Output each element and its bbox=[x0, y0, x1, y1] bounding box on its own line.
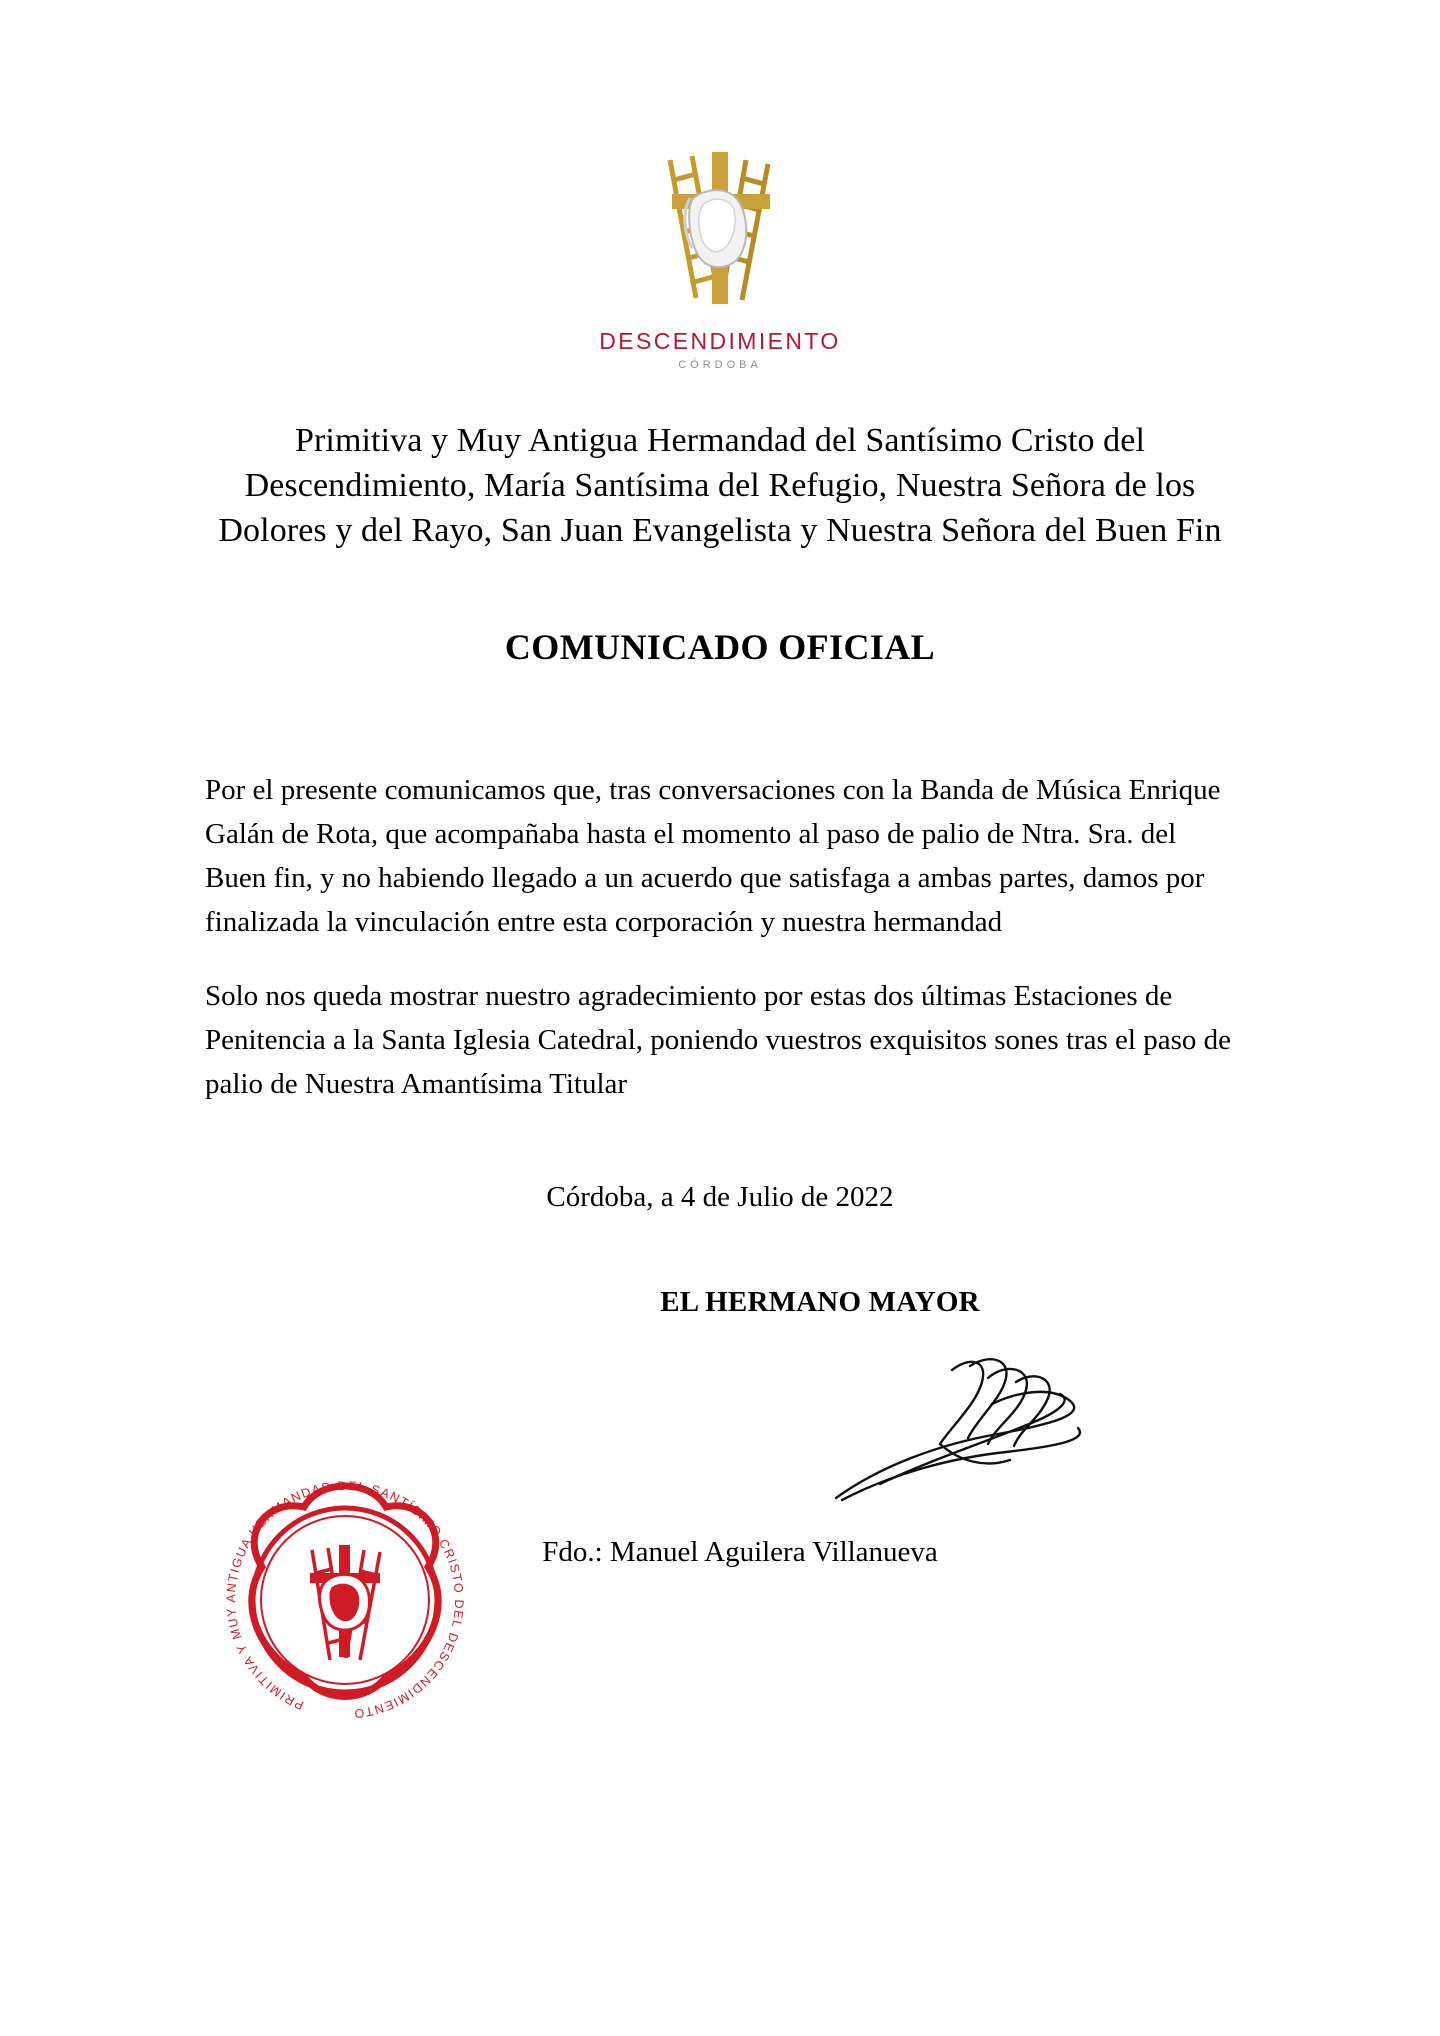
body-paragraph: Por el presente comunicamos que, tras conversaciones con la Banda de Música Enrique Galán de Rota, que acompañaba hasta el momento al paso de palio de Ntra. Sra. del Buen fin, y no habiendo llegado a un acuerdo que satisfaga a ambas partes, damos por finalizada la vinculación entre esta corporación y nuestra hermandad bbox=[205, 773, 1221, 938]
brotherhood-title: Primitiva y Muy Antigua Hermandad del Santísimo Cristo del Descendimiento, María Santísima del Refugio, Nuestra Señora de los Dolores y del Rayo, San Juan Evangelista y Nuestra Señora del Buen Fin bbox=[218, 422, 1222, 549]
handwritten-signature bbox=[820, 1348, 1160, 1523]
body-paragraph: Solo nos queda mostrar nuestro agradecimiento por estas dos últimas Estaciones de Penitencia a la Santa Iglesia Catedral, poniendo vuestros exquisitos sones tras el paso de palio de Nuestra Amantísima Titular bbox=[205, 979, 1232, 1101]
brotherhood-seal-stamp bbox=[200, 1455, 490, 1745]
logo-block bbox=[200, 0, 1240, 371]
logo-wordmark: DESCENDIMIENTO bbox=[599, 328, 841, 354]
cross-ladder-shroud-emblem bbox=[630, 138, 810, 318]
svg-text:PRIMITIVA Y MUY ANTIGUA HERMAN: PRIMITIVA Y MUY ANTIGUA HERMANDAD DEL SANTÍSIMO CRISTO DEL DESCENDIMIENTO bbox=[223, 1478, 467, 1721]
page-title: COMUNICADO OFICIAL bbox=[504, 626, 936, 667]
place-date: Córdoba, a 4 de Julio de 2022 bbox=[546, 1181, 894, 1214]
document-body bbox=[200, 768, 1240, 1107]
signature-role: EL HERMANO MAYOR bbox=[660, 1286, 980, 1319]
signature-name: Fdo.: Manuel Aguilera Villanueva bbox=[542, 1536, 938, 1569]
logo-subwordmark: CÓRDOBA bbox=[678, 359, 762, 371]
